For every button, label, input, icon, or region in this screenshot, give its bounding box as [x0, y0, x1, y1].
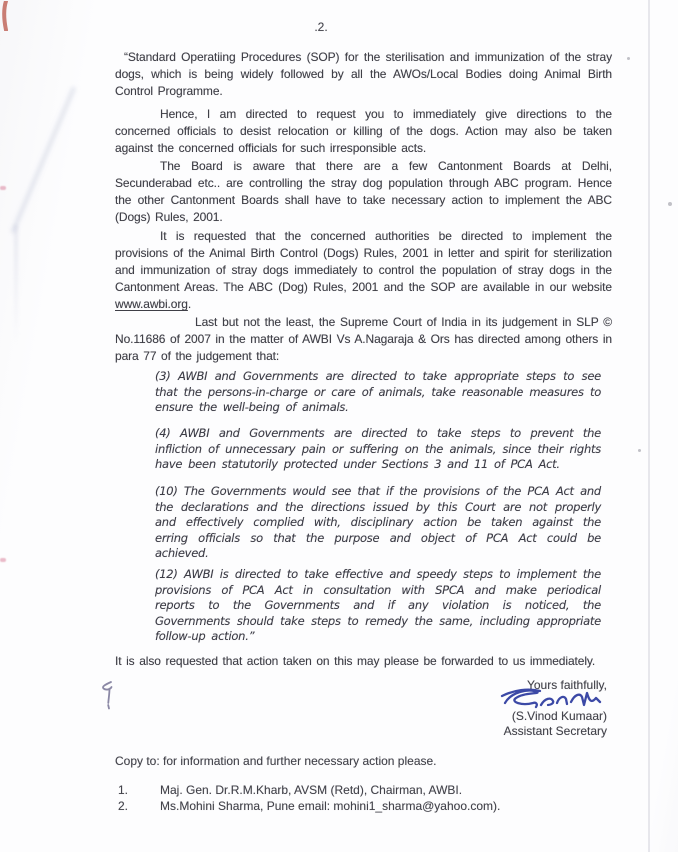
annotation-squiggle: [97, 679, 118, 712]
left-edge-pink-mark: [0, 558, 6, 562]
body-paragraph: [115, 228, 612, 313]
right-edge-scan-line: [648, 0, 650, 852]
copy-to-heading: Copy to: for information and further necessary action please.: [115, 754, 437, 768]
signature-salutation: Yours faithfully,: [526, 678, 607, 692]
court-quote-paragraph: (3) AWBI and Governments are directed to take appropriate steps to see that the persons-in-charge or care of animals, take reasonable measures to ensure the well-being of animals.: [155, 369, 601, 414]
court-quote-paragraph: (10) The Governments would see that if the provisions of the PCA Act and the declarations and the directions issued by this Court are not properly and effectively complied with, disciplinary action be taken against the erring officials so that the purpose and object of PCA Act could be achieved.: [155, 484, 601, 560]
scan-speck: [638, 449, 641, 452]
court-quote-paragraph: (4) AWBI and Governments are directed to take steps to prevent the infliction of unnecessary pain or suffering on the animals, since their rights have been statutorily protected under Sections 3 and 11 of PCA Act.: [155, 426, 601, 471]
page-number: .2.: [314, 20, 328, 34]
copy-item-number: 1.: [118, 783, 129, 797]
scan-streak-vertical: [14, 225, 18, 345]
body-paragraph: Last but not the least, the Supreme Court of India in its judgement in SLP © No.11686 of 2007 in the matter of AWBI Vs A.Nagaraja & Ors has directed among others in para 77 of the judgement that:: [115, 315, 612, 363]
left-edge-pink-mark: [0, 186, 6, 190]
website-link: www.awbi.org: [115, 297, 188, 311]
scan-speck: [668, 202, 672, 206]
scan-speck: [627, 57, 630, 60]
copy-item-text: Maj. Gen. Dr.R.M.Kharb, AVSM (Retd), Chairman, AWBI.: [160, 783, 463, 797]
copy-item-text: Ms.Mohini Sharma, Pune email: mohini1_sharma@yahoo.com).: [160, 799, 501, 813]
body-paragraph: “Standard Operatiing Procedures (SOP) for the sterilisation and immunization of the stray dogs, which is being widely followed by all the AWOs/Local Bodies doing Animal Birth Control Programme.: [115, 50, 612, 98]
signature-name: (S.Vinod Kumaar): [511, 709, 607, 723]
paragraph-text: It is requested that the concerned authorities be directed to implement the provisions of the Animal Birth Control (Dogs) Rules, 2001 in letter and spirit for sterilization and immunization of stray dogs immediately to control the population of stray dogs in the Cantonment Areas. The ABC (Dog) Rules, 2001 and the SOP are available in our website: [115, 229, 612, 294]
court-quote-paragraph: (12) AWBI is directed to take effective and speedy steps to implement the provisions of PCA Act in consultation with SPCA and make periodical reports to the Governments and if any violation is noticed, the Governments should take steps to remedy the same, including appropriate follow-up action.”: [155, 567, 601, 643]
signature-title: Assistant Secretary: [503, 724, 607, 738]
body-paragraph: The Board is aware that there are a few Cantonment Boards at Delhi, Secunderabad etc.. are controlling the stray dog population through ABC program. Hence the other Cantonment Boards shall have to take necessary action to implement the ABC (Dogs) Rules, 2001.: [115, 159, 612, 224]
copy-item: [118, 799, 500, 813]
copy-item-number: 2.: [118, 799, 129, 813]
scan-streak: [11, 86, 76, 233]
paragraph-text: .: [187, 297, 192, 311]
closing-request: It is also requested that action taken on this may please be forwarded to us immediately.: [115, 654, 596, 668]
body-paragraph: Hence, I am directed to request you to immediately give directions to the concerned officials to desist relocation or killing of the dogs. Action may also be taken against the concerned officials for such irresponsible acts.: [115, 107, 612, 155]
copy-item: [118, 783, 462, 797]
